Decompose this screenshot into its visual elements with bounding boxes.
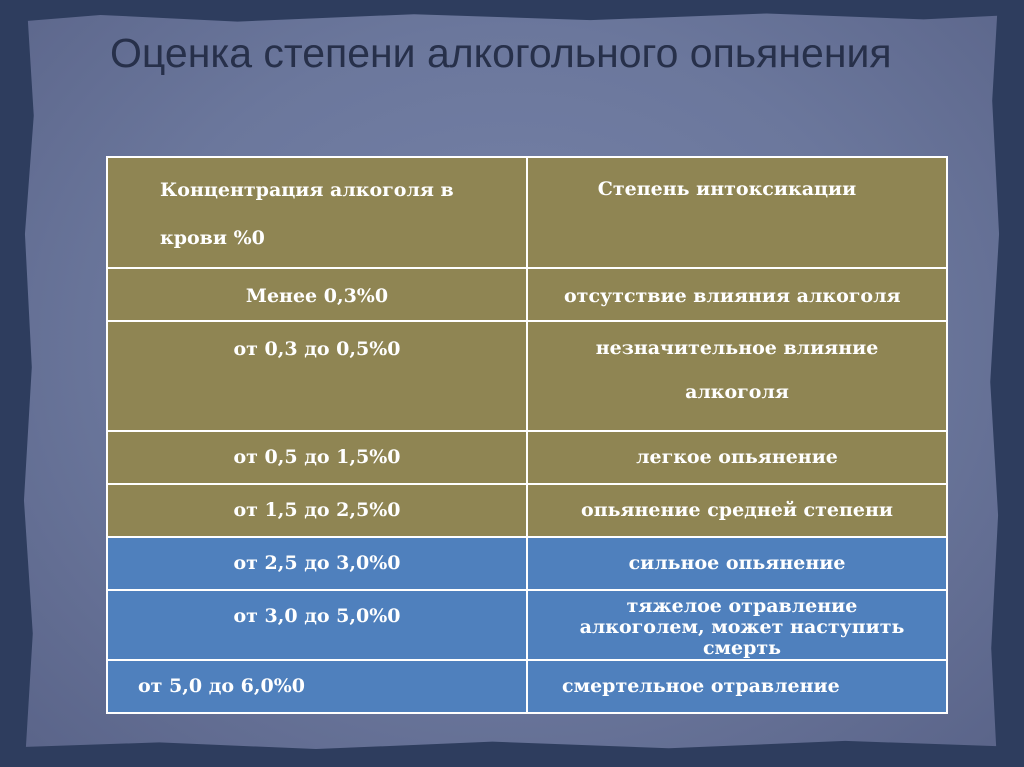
table-row	[107, 590, 947, 660]
table-header-row	[107, 157, 947, 268]
table-row	[107, 321, 947, 431]
table-row	[107, 660, 947, 713]
concentration-text: Менее 0,3%0	[245, 285, 389, 307]
row-degree	[527, 268, 947, 321]
concentration-text: от 0,3 до 0,5%0	[233, 338, 401, 360]
degree-text: отсутствие влияния алкоголя	[564, 285, 901, 307]
table-row	[107, 537, 947, 590]
header-concentration	[107, 157, 527, 268]
concentration-text: от 3,0 до 5,0%0	[233, 605, 401, 627]
row-concentration	[107, 484, 527, 537]
row-concentration	[107, 268, 527, 321]
header-degree-text: Степень интоксикации	[597, 178, 857, 200]
row-degree	[527, 660, 947, 713]
row-degree	[527, 484, 947, 537]
alcohol-intoxication-table	[106, 156, 948, 714]
table-row	[107, 268, 947, 321]
header-concentration-text: Концентрация алкоголя в крови %0	[160, 179, 454, 249]
row-degree	[527, 590, 947, 660]
degree-text: смертельное отравление	[562, 675, 840, 697]
degree-text: незначительное влияние алкоголя	[595, 337, 879, 403]
concentration-text: от 2,5 до 3,0%0	[233, 552, 401, 574]
row-degree	[527, 431, 947, 484]
degree-text: легкое опьянение	[636, 446, 838, 468]
row-concentration	[107, 590, 527, 660]
row-concentration	[107, 537, 527, 590]
table-row	[107, 431, 947, 484]
concentration-text: от 0,5 до 1,5%0	[233, 446, 401, 468]
concentration-text: от 5,0 до 6,0%0	[138, 675, 306, 697]
row-concentration	[107, 660, 527, 713]
header-degree	[527, 157, 947, 268]
concentration-text: от 1,5 до 2,5%0	[233, 499, 401, 521]
degree-text: тяжелое отравление алкоголем, может наступить смерть	[579, 595, 905, 659]
table-row	[107, 484, 947, 537]
row-concentration	[107, 431, 527, 484]
row-degree	[527, 537, 947, 590]
slide-title: Оценка степени алкогольного опьянения	[110, 30, 892, 76]
degree-text: сильное опьянение	[628, 552, 846, 574]
row-concentration	[107, 321, 527, 431]
row-degree	[527, 321, 947, 431]
degree-text: опьянение средней степени	[581, 499, 893, 521]
